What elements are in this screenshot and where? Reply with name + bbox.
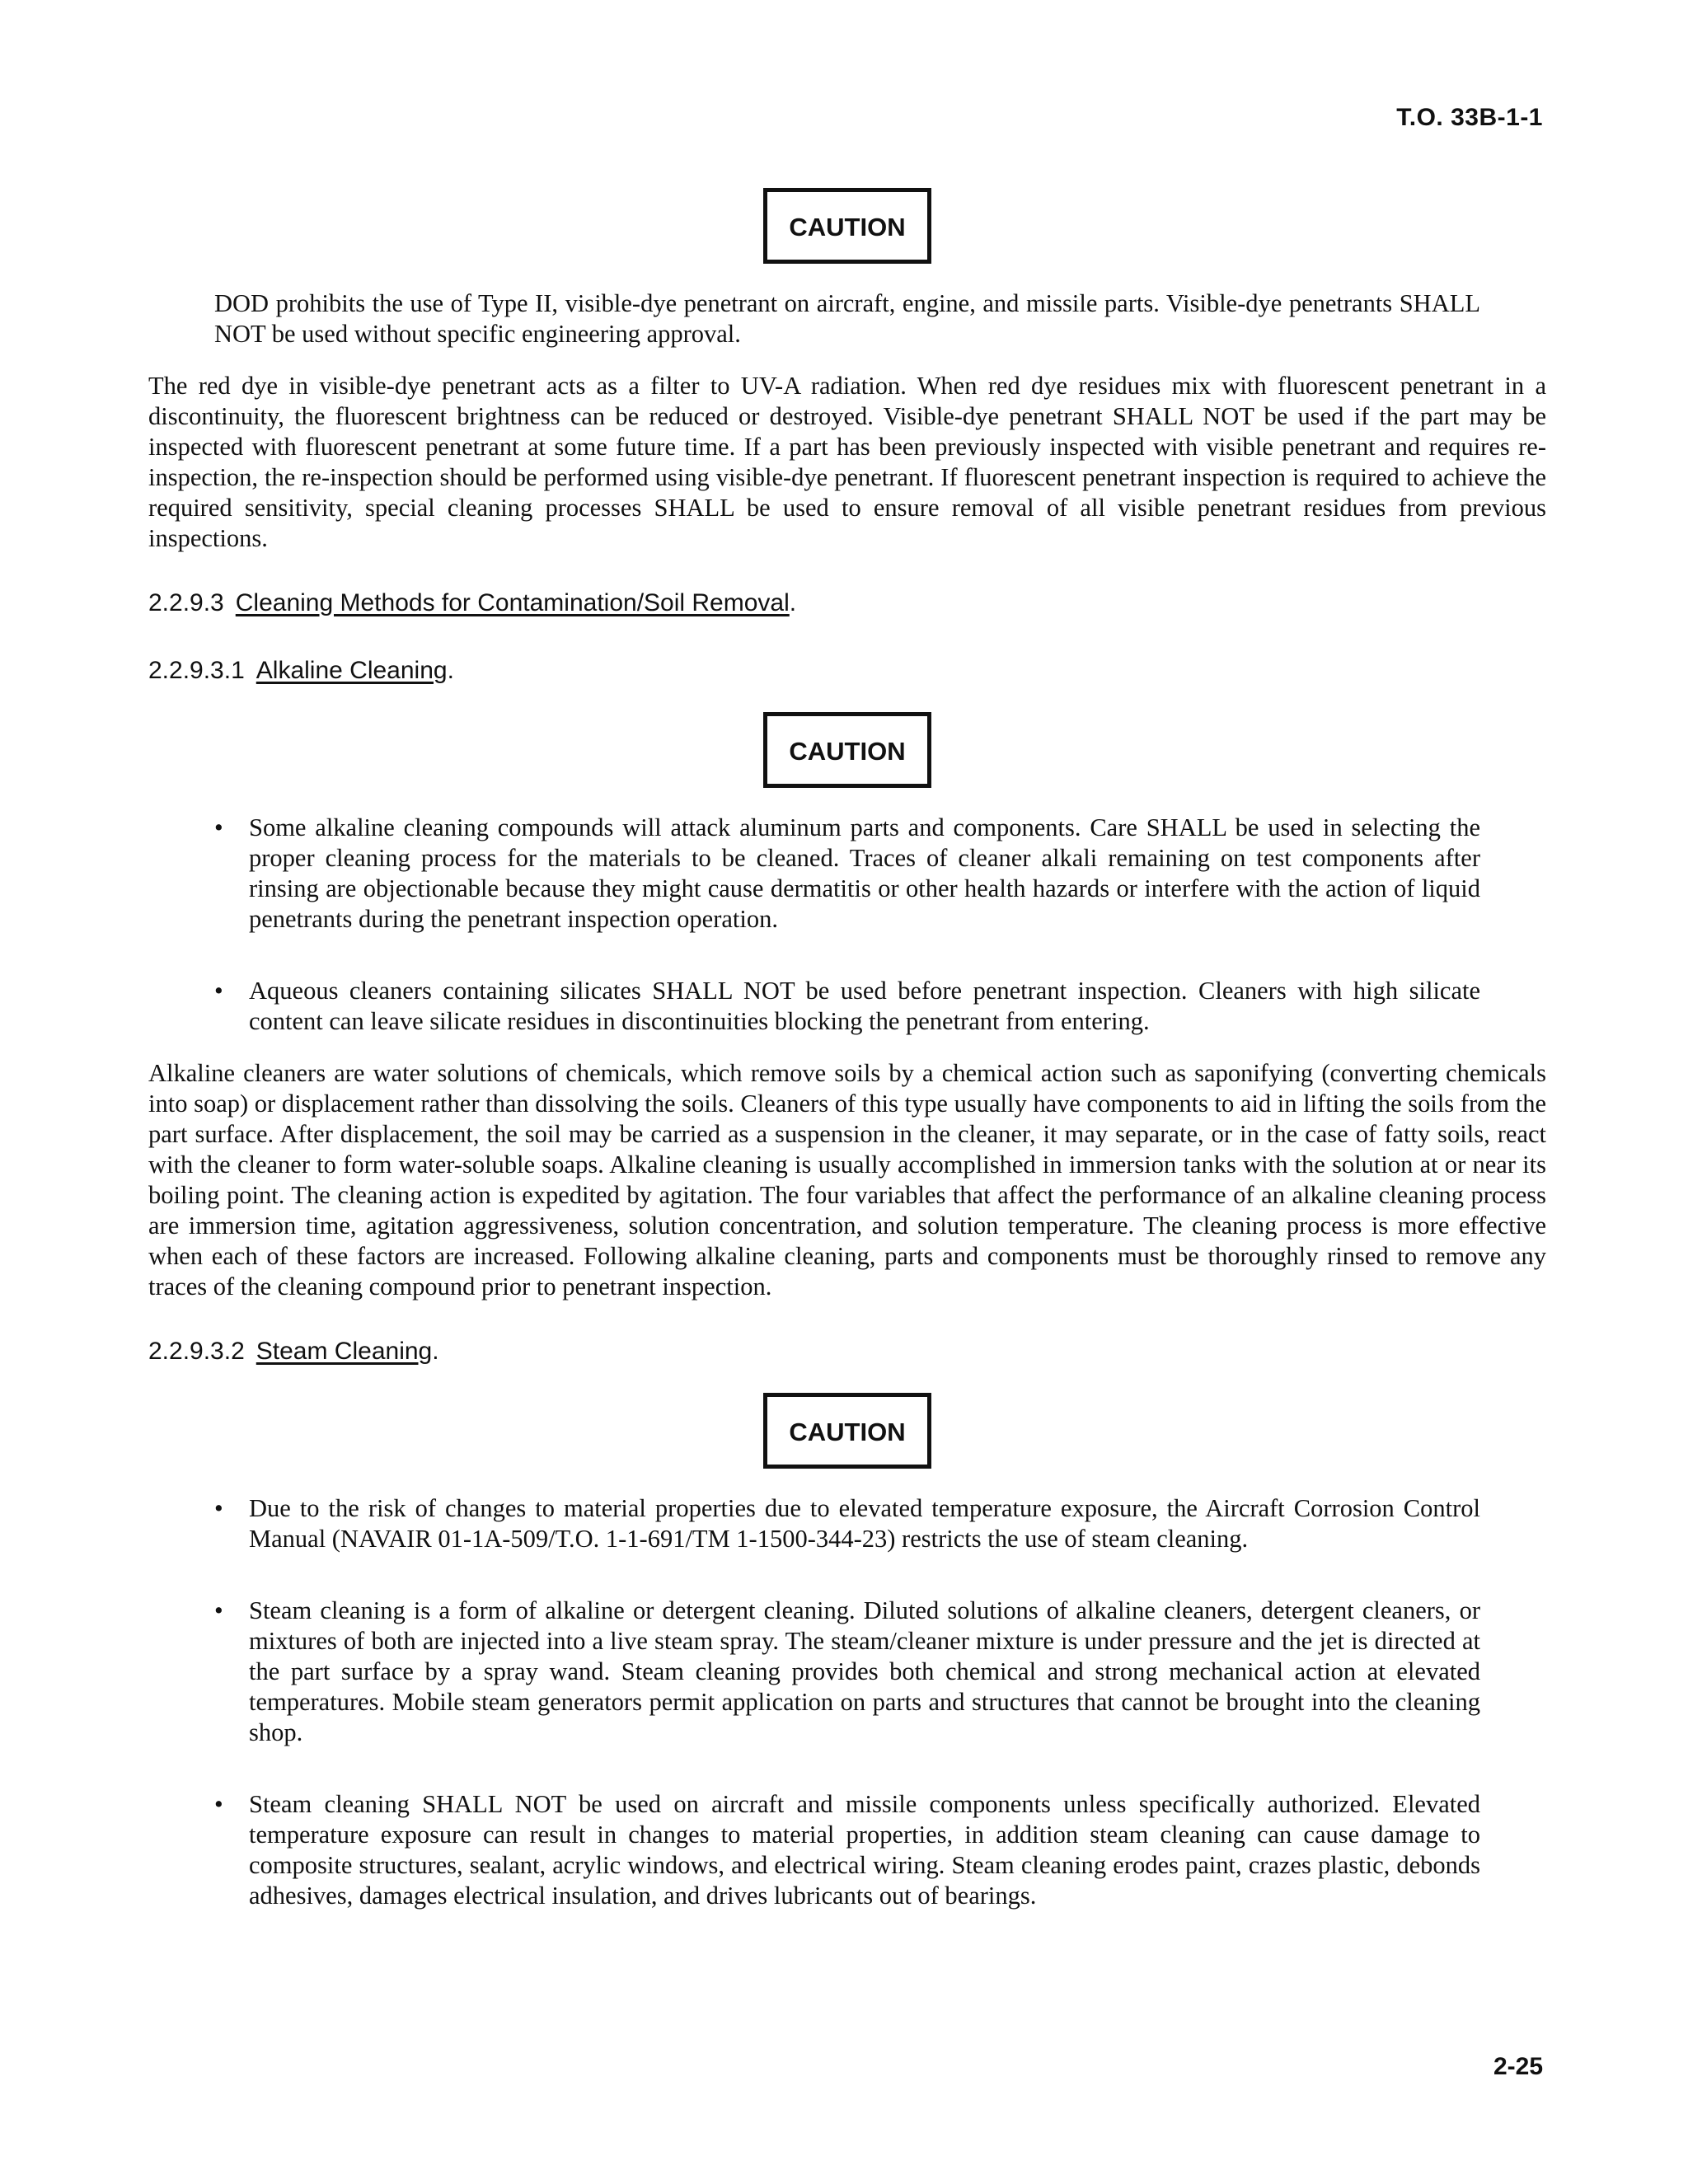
bullet-icon: • (214, 1494, 223, 1522)
bullet-text: Some alkaline cleaning compounds will attack aluminum parts and components. Care SHALL be used in selecting the proper cleaning process for the materials to be cleaned. Traces of cleaner alkali remaining on test components after rinsing are objectionable because they might cause dermatitis or other health hazards or interfere with the action of liquid penetrants during the penetrant inspection operation. (249, 813, 1480, 933)
bullet-text: Steam cleaning is a form of alkaline or detergent cleaning. Diluted solutions of alkaline cleaners, detergent cleaners, or mixtures of both are injected into a live steam spray. The steam/cleaner mixture is under pressure and the jet is directed at the part surface by a spray wand. Steam cleaning provides both chemical and strong mechanical action at elevated temperatures. Mobile steam generators permit application on parts and structures that cannot be brought into the cleaning shop. (249, 1596, 1480, 1746)
paragraph-visible-dye: The red dye in visible-dye penetrant acts as a filter to UV-A radiation. When red dye residues mix with fluorescent penetrant in a discontinuity, the fluorescent brightness can be reduced or destroyed. Visible-dye penetrant SHALL NOT be used if the part may be inspected with fluorescent penetrant at some future time. If a part has been previously inspected with visible penetrant and requires re-inspection, the re-inspection should be performed using visible-dye penetrant. If fluorescent penetrant inspection is required to achieve the required sensitivity, special cleaning processes SHALL be used to ensure removal of all visible penetrant residues from previous inspections. (148, 372, 1546, 552)
section-heading-2293 (148, 588, 1546, 618)
list-item (214, 976, 1480, 1037)
section-number: 2.2.9.3 (148, 589, 224, 616)
list-item (214, 1789, 1480, 1911)
section-number: 2.2.9.3.2 (148, 1338, 245, 1365)
paragraph-alkaline-cleaners: Alkaline cleaners are water solutions of chemicals, which remove soils by a chemical action such as saponifying (converting chemicals into soap) or displacement rather than dissolving the soils. Cleaners of this type usually have components to aid in lifting the soils from the part surface. After displacement, the soil may be carried as a suspension in the cleaner, it may separate, or in the case of fatty soils, react with the cleaner to form water-soluble soaps. Alkaline cleaning is usually accomplished in immersion tanks with the solution at or near its boiling point. The cleaning action is expedited by agitation. The four variables that affect the performance of an alkaline cleaning process are immersion time, agitation aggressiveness, solution concentration, and solution temperature. The cleaning process is more effective when each of these factors are increased. Following alkaline cleaning, parts and components must be thoroughly rinsed to remove any traces of the cleaning compound prior to penetrant inspection. (148, 1059, 1546, 1301)
document-id: T.O. 33B-1-1 (1396, 104, 1543, 131)
section-title: Alkaline Cleaning (256, 657, 448, 684)
section-number: 2.2.9.3.1 (148, 657, 245, 684)
bullet-icon: • (214, 977, 223, 1005)
section-heading-22932 (148, 1337, 1546, 1366)
caution-label: CAUTION (763, 188, 931, 264)
caution-bullet-list (214, 813, 1480, 1037)
section-suffix: . (432, 1338, 439, 1365)
page-number: 2-25 (1493, 2053, 1543, 2080)
bullet-text: Aqueous cleaners containing silicates SHALL NOT be used before penetrant inspection. Cleaners with high silicate content can leave silicate residues in discontinuities blocking the penetrant from entering. (249, 977, 1480, 1035)
caution-text: DOD prohibits the use of Type II, visible-dye penetrant on aircraft, engine, and missile parts. Visible-dye penetrants SHALL NOT be used without specific engineering approval. (214, 289, 1480, 348)
section-title: Steam Cleaning (256, 1338, 433, 1365)
caution-block-2 (148, 712, 1546, 788)
list-item (214, 1493, 1480, 1554)
bullet-icon: • (214, 1790, 223, 1818)
caution-label: CAUTION (763, 712, 931, 788)
section-suffix: . (447, 657, 454, 684)
section-title: Cleaning Methods for Contamination/Soil Removal (235, 589, 790, 616)
page-content (148, 188, 1546, 1911)
list-item (214, 813, 1480, 935)
list-item (214, 1596, 1480, 1748)
bullet-text: Steam cleaning SHALL NOT be used on aircraft and missile components unless specifically authorized. Elevated temperature exposure can result in changes to material properties, in addition steam cleaning can cause damage to composite structures, sealant, acrylic windows, and electrical wiring. Steam cleaning erodes paint, crazes plastic, debonds adhesives, damages electrical insulation, and drives lubricants out of bearings. (249, 1790, 1480, 1910)
caution-bullet-list (214, 1493, 1480, 1911)
bullet-text: Due to the risk of changes to material properties due to elevated temperature exposure, the Aircraft Corrosion Control Manual (NAVAIR 01-1A-509/T.O. 1-1-691/TM 1-1500-344-23) restricts the use of steam cleaning. (249, 1494, 1480, 1553)
bullet-icon: • (214, 813, 223, 841)
section-heading-22931 (148, 656, 1546, 686)
caution-label: CAUTION (763, 1393, 931, 1469)
caution-block-1 (148, 188, 1546, 264)
caution-block-3 (148, 1393, 1546, 1469)
section-suffix: . (789, 589, 797, 616)
bullet-icon: • (214, 1596, 223, 1624)
